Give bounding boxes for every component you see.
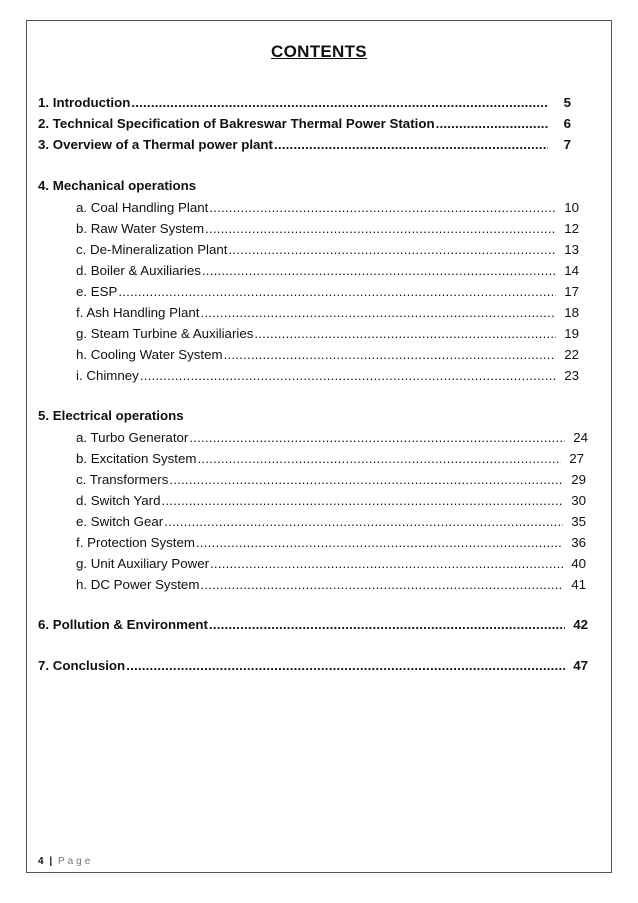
dot-leader (131, 95, 548, 111)
dot-leader (126, 658, 565, 674)
toc-entry-label: e. ESP (76, 284, 118, 299)
toc-entry-label: a. Turbo Generator (76, 430, 189, 445)
toc-entry-page: 47 (573, 658, 588, 673)
dot-leader (209, 200, 556, 216)
toc-entry-label: c. Transformers (76, 472, 169, 487)
page-footer (38, 856, 93, 867)
toc-entry-page: 30 (571, 493, 586, 508)
toc-entry-pollution[interactable] (38, 617, 588, 633)
toc-entry-label: d. Switch Yard (76, 493, 161, 508)
page-title: CONTENTS (271, 42, 367, 61)
toc-entry-label: c. De-Mineralization Plant (76, 242, 228, 257)
dot-leader (200, 305, 556, 321)
dot-leader (229, 242, 557, 258)
toc-entry-conclusion[interactable] (38, 658, 588, 674)
dot-leader (210, 556, 563, 572)
dot-leader (205, 221, 556, 237)
section-heading-electrical: 5. Electrical operations (38, 408, 184, 423)
toc-entry-label: h. Cooling Water System (76, 347, 223, 362)
toc-entry-page: 19 (564, 326, 579, 341)
toc-subentry[interactable] (76, 472, 586, 488)
dot-leader (274, 137, 548, 153)
toc-subentry[interactable] (76, 535, 586, 551)
dot-leader (118, 284, 556, 300)
toc-entry-label: g. Unit Auxiliary Power (76, 556, 210, 571)
toc-subentry[interactable] (76, 430, 588, 446)
toc-entry-page: 27 (569, 451, 584, 466)
toc-entry-label: 3. Overview of a Thermal power plant (38, 137, 273, 152)
toc-entry-label: f. Protection System (76, 535, 195, 550)
toc-entry-page: 42 (573, 617, 588, 632)
toc-subentry[interactable] (76, 347, 579, 363)
dot-leader (202, 263, 556, 279)
toc-subentry[interactable] (76, 493, 586, 509)
toc-entry-label: b. Excitation System (76, 451, 197, 466)
dot-leader (162, 493, 563, 509)
toc-subentry[interactable] (76, 577, 586, 593)
toc-entry-page: 13 (564, 242, 579, 257)
toc-entry-page: 17 (564, 284, 579, 299)
toc-subentry[interactable] (76, 221, 579, 237)
dot-leader (200, 577, 563, 593)
dot-leader (209, 617, 565, 633)
toc-entry-page: 14 (564, 263, 579, 278)
footer-separator: | (49, 856, 53, 867)
toc-entry-page: 40 (571, 556, 586, 571)
toc-entry-label: b. Raw Water System (76, 221, 205, 236)
toc-subentry[interactable] (76, 305, 579, 321)
toc-entry-page: 18 (564, 305, 579, 320)
footer-page-number: 4 (38, 856, 44, 867)
toc-entry-page: 29 (571, 472, 586, 487)
toc-entry-page: 10 (564, 200, 579, 215)
dot-leader (254, 326, 556, 342)
toc-subentry[interactable] (76, 451, 584, 467)
toc-entry-overview[interactable] (38, 137, 571, 153)
dot-leader (436, 116, 548, 132)
toc-entry-label: 1. Introduction (38, 95, 131, 110)
dot-leader (164, 514, 563, 530)
toc-subentry[interactable] (76, 242, 579, 258)
toc-entry-label: f. Ash Handling Plant (76, 305, 200, 320)
toc-subentry[interactable] (76, 200, 579, 216)
toc-subentry[interactable] (76, 556, 586, 572)
toc-entry-label: h. DC Power System (76, 577, 200, 592)
toc-subentry[interactable] (76, 326, 579, 342)
toc-entry-page: 22 (564, 347, 579, 362)
toc-entry-label: 2. Technical Specification of Bakreswar Thermal Power Station (38, 116, 435, 131)
dot-leader (197, 451, 561, 467)
toc-entry-page: 12 (564, 221, 579, 236)
toc-entry-label: a. Coal Handling Plant (76, 200, 209, 215)
toc-entry-label: g. Steam Turbine & Auxiliaries (76, 326, 254, 341)
toc-entry-page: 7 (563, 137, 571, 152)
toc-entry-page: 5 (563, 95, 571, 110)
toc-subentry[interactable] (76, 514, 586, 530)
toc-entry-page: 23 (564, 368, 579, 383)
toc-entry-page: 6 (563, 116, 571, 131)
footer-page-word: Page (57, 856, 94, 867)
toc-entry-page: 24 (573, 430, 588, 445)
toc-entry-technical-specification[interactable] (38, 116, 571, 132)
section-heading-mechanical: 4. Mechanical operations (38, 178, 197, 193)
dot-leader (196, 535, 563, 551)
toc-entry-page: 35 (571, 514, 586, 529)
dot-leader (169, 472, 563, 488)
dot-leader (140, 368, 556, 384)
toc-subentry[interactable] (76, 263, 579, 279)
toc-entry-label: e. Switch Gear (76, 514, 164, 529)
toc-entry-label: d. Boiler & Auxiliaries (76, 263, 201, 278)
dot-leader (224, 347, 556, 363)
dot-leader (189, 430, 565, 446)
toc-entry-page: 41 (571, 577, 586, 592)
toc-subentry[interactable] (76, 368, 579, 384)
toc-subentry[interactable] (76, 284, 579, 300)
toc-entry-label: 6. Pollution & Environment (38, 617, 208, 632)
toc-entry-page: 36 (571, 535, 586, 550)
toc-entry-label: i. Chimney (76, 368, 139, 383)
toc-entry-introduction[interactable] (38, 95, 571, 111)
toc-entry-label: 7. Conclusion (38, 658, 126, 673)
